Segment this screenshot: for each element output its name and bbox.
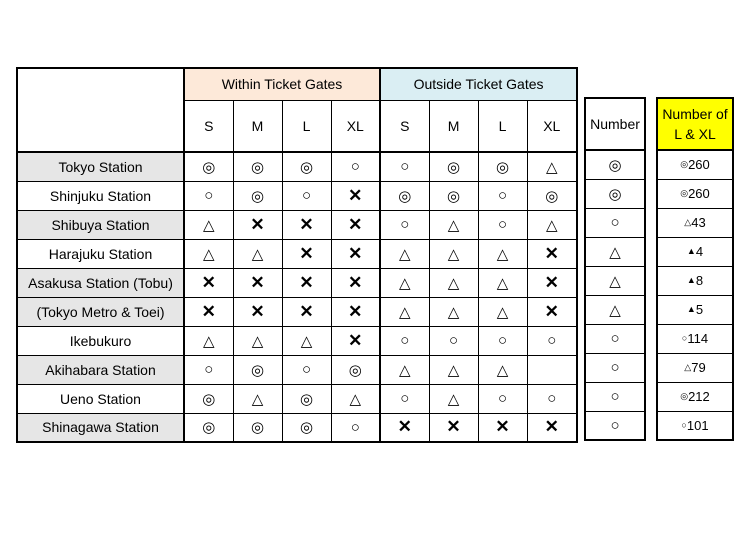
- lxl-cell: [657, 295, 733, 324]
- availability-cell: ○: [478, 326, 527, 355]
- table-row: [17, 181, 577, 210]
- lxl-symbol: △: [684, 362, 692, 372]
- number-cell: △: [585, 266, 645, 295]
- lxl-cell: [657, 411, 733, 440]
- availability-cell: ◎: [478, 152, 527, 181]
- lxl-value: 212: [688, 389, 710, 404]
- availability-cell: ○: [527, 326, 577, 355]
- availability-cell: ✕: [527, 413, 577, 442]
- availability-cell: ✕: [331, 297, 380, 326]
- availability-cell: △: [331, 384, 380, 413]
- availability-cell: △: [380, 355, 429, 384]
- number-cell: △: [585, 295, 645, 324]
- availability-cell: ✕: [184, 297, 233, 326]
- availability-cell: ✕: [527, 268, 577, 297]
- station-name: Ikebukuro: [17, 326, 184, 355]
- availability-cell: △: [527, 152, 577, 181]
- availability-cell: △: [478, 297, 527, 326]
- availability-cell: ○: [331, 413, 380, 442]
- availability-cell: ◎: [282, 152, 331, 181]
- availability-cell: ◎: [527, 181, 577, 210]
- availability-cell: ◎: [429, 181, 478, 210]
- table-row: [17, 152, 577, 181]
- availability-cell: ○: [380, 152, 429, 181]
- availability-cell: △: [184, 239, 233, 268]
- lxl-cell: [657, 150, 733, 179]
- availability-cell: ○: [184, 181, 233, 210]
- availability-cell: △: [527, 210, 577, 239]
- availability-cell: ✕: [527, 239, 577, 268]
- availability-cell: ○: [184, 355, 233, 384]
- availability-cell: ◎: [233, 181, 282, 210]
- availability-cell: ○: [478, 210, 527, 239]
- lxl-cell: [657, 382, 733, 411]
- lxl-symbol: ○: [681, 419, 687, 430]
- lxl-symbol: ◎: [680, 159, 689, 170]
- availability-cell: ✕: [233, 210, 282, 239]
- availability-cell: △: [380, 297, 429, 326]
- availability-cell: △: [233, 239, 282, 268]
- station-name: Harajuku Station: [17, 239, 184, 268]
- table-row: [17, 413, 577, 442]
- number-cell: ◎: [585, 150, 645, 179]
- availability-cell: ◎: [233, 152, 282, 181]
- within-gates-header: Within Ticket Gates: [184, 68, 380, 100]
- availability-cell: ○: [331, 152, 380, 181]
- availability-cell: △: [184, 210, 233, 239]
- availability-table: [16, 67, 578, 443]
- availability-cell: △: [184, 326, 233, 355]
- availability-cell: ◎: [282, 384, 331, 413]
- lxl-cell: [657, 179, 733, 208]
- lxl-value: 8: [695, 273, 704, 288]
- number-header: Number: [585, 98, 645, 150]
- lxl-header-line1: Number of: [662, 106, 728, 122]
- lxl-cell: [657, 208, 733, 237]
- availability-cell: [527, 355, 577, 384]
- availability-cell: △: [429, 355, 478, 384]
- availability-cell: ◎: [331, 355, 380, 384]
- availability-cell: △: [233, 384, 282, 413]
- lxl-cell: [657, 266, 733, 295]
- lxl-value: 79: [691, 360, 706, 375]
- availability-cell: △: [429, 297, 478, 326]
- availability-cell: ◎: [233, 355, 282, 384]
- availability-cell: ◎: [184, 384, 233, 413]
- availability-cell: ◎: [184, 413, 233, 442]
- availability-cell: ◎: [282, 413, 331, 442]
- availability-cell: ✕: [331, 210, 380, 239]
- availability-cell: ○: [478, 181, 527, 210]
- number-cell: ○: [585, 208, 645, 237]
- number-cell: ◎: [585, 179, 645, 208]
- size-header: M: [233, 100, 282, 152]
- table-row: [17, 297, 577, 326]
- size-header: XL: [527, 100, 577, 152]
- availability-cell: △: [233, 326, 282, 355]
- number-cell: ○: [585, 411, 645, 440]
- station-name: Asakusa Station (Tobu): [17, 268, 184, 297]
- availability-cell: △: [380, 268, 429, 297]
- availability-cell: △: [478, 239, 527, 268]
- lxl-table: [656, 97, 734, 441]
- availability-cell: △: [429, 384, 478, 413]
- table-row: [17, 239, 577, 268]
- lxl-symbol: ▲: [686, 275, 696, 285]
- availability-cell: ✕: [184, 268, 233, 297]
- availability-cell: ✕: [331, 181, 380, 210]
- size-header: XL: [331, 100, 380, 152]
- availability-cell: ✕: [331, 239, 380, 268]
- availability-cell: △: [429, 268, 478, 297]
- lxl-header-line2: L & XL: [674, 126, 716, 142]
- station-name: Shinagawa Station: [17, 413, 184, 442]
- station-name: Shinjuku Station: [17, 181, 184, 210]
- availability-cell: ✕: [429, 413, 478, 442]
- lxl-value: 5: [695, 302, 704, 317]
- size-header: L: [478, 100, 527, 152]
- availability-cell: △: [429, 210, 478, 239]
- availability-cell: ✕: [282, 239, 331, 268]
- availability-cell: ✕: [282, 268, 331, 297]
- availability-cell: ○: [380, 326, 429, 355]
- availability-cell: △: [478, 355, 527, 384]
- availability-cell: ○: [380, 210, 429, 239]
- station-name: Akihabara Station: [17, 355, 184, 384]
- availability-cell: ○: [282, 181, 331, 210]
- lxl-symbol: ▲: [686, 246, 696, 256]
- table-row: [17, 326, 577, 355]
- station-name: (Tokyo Metro & Toei): [17, 297, 184, 326]
- table-row: [17, 268, 577, 297]
- lxl-cell: [657, 237, 733, 266]
- availability-cell: ✕: [233, 297, 282, 326]
- outside-gates-header: Outside Ticket Gates: [380, 68, 577, 100]
- lxl-symbol: ◎: [680, 391, 689, 401]
- availability-cell: ✕: [331, 326, 380, 355]
- number-cell: ○: [585, 324, 645, 353]
- lxl-cell: [657, 324, 733, 353]
- availability-cell: ✕: [478, 413, 527, 442]
- station-name: Tokyo Station: [17, 152, 184, 181]
- size-header: S: [380, 100, 429, 152]
- lxl-value: 43: [691, 215, 706, 230]
- availability-cell: ◎: [184, 152, 233, 181]
- availability-cell: ✕: [282, 297, 331, 326]
- size-header: L: [282, 100, 331, 152]
- number-cell: ○: [585, 353, 645, 382]
- availability-cell: ○: [478, 384, 527, 413]
- lxl-header: [657, 98, 733, 150]
- lxl-value: 260: [688, 157, 710, 173]
- table-row: [17, 384, 577, 413]
- availability-cell: ✕: [282, 210, 331, 239]
- lxl-value: 260: [688, 186, 710, 201]
- lxl-symbol: ▲: [686, 304, 696, 314]
- availability-cell: ✕: [527, 297, 577, 326]
- availability-cell: ✕: [380, 413, 429, 442]
- number-cell: ○: [585, 382, 645, 411]
- availability-cell: ✕: [233, 268, 282, 297]
- lxl-value: 101: [686, 417, 709, 433]
- availability-cell: ◎: [429, 152, 478, 181]
- station-name: Ueno Station: [17, 384, 184, 413]
- availability-cell: ○: [429, 326, 478, 355]
- lxl-symbol: △: [684, 217, 692, 227]
- lxl-value: 4: [695, 244, 704, 259]
- lxl-cell: [657, 353, 733, 382]
- lxl-symbol: ◎: [680, 188, 689, 198]
- lxl-value: 114: [687, 331, 709, 346]
- number-cell: △: [585, 237, 645, 266]
- availability-cell: △: [380, 239, 429, 268]
- availability-cell: ◎: [233, 413, 282, 442]
- lxl-symbol: ○: [681, 333, 688, 343]
- station-name: Shibuya Station: [17, 210, 184, 239]
- availability-cell: △: [282, 326, 331, 355]
- availability-cell: ✕: [331, 268, 380, 297]
- availability-cell: ○: [380, 384, 429, 413]
- availability-cell: △: [429, 239, 478, 268]
- availability-cell: △: [478, 268, 527, 297]
- table-row: [17, 210, 577, 239]
- number-table: [584, 97, 646, 441]
- size-header: M: [429, 100, 478, 152]
- availability-cell: ○: [527, 384, 577, 413]
- table-row: [17, 355, 577, 384]
- size-header: S: [184, 100, 233, 152]
- availability-cell: ◎: [380, 181, 429, 210]
- availability-cell: ○: [282, 355, 331, 384]
- corner-cell: [17, 68, 184, 152]
